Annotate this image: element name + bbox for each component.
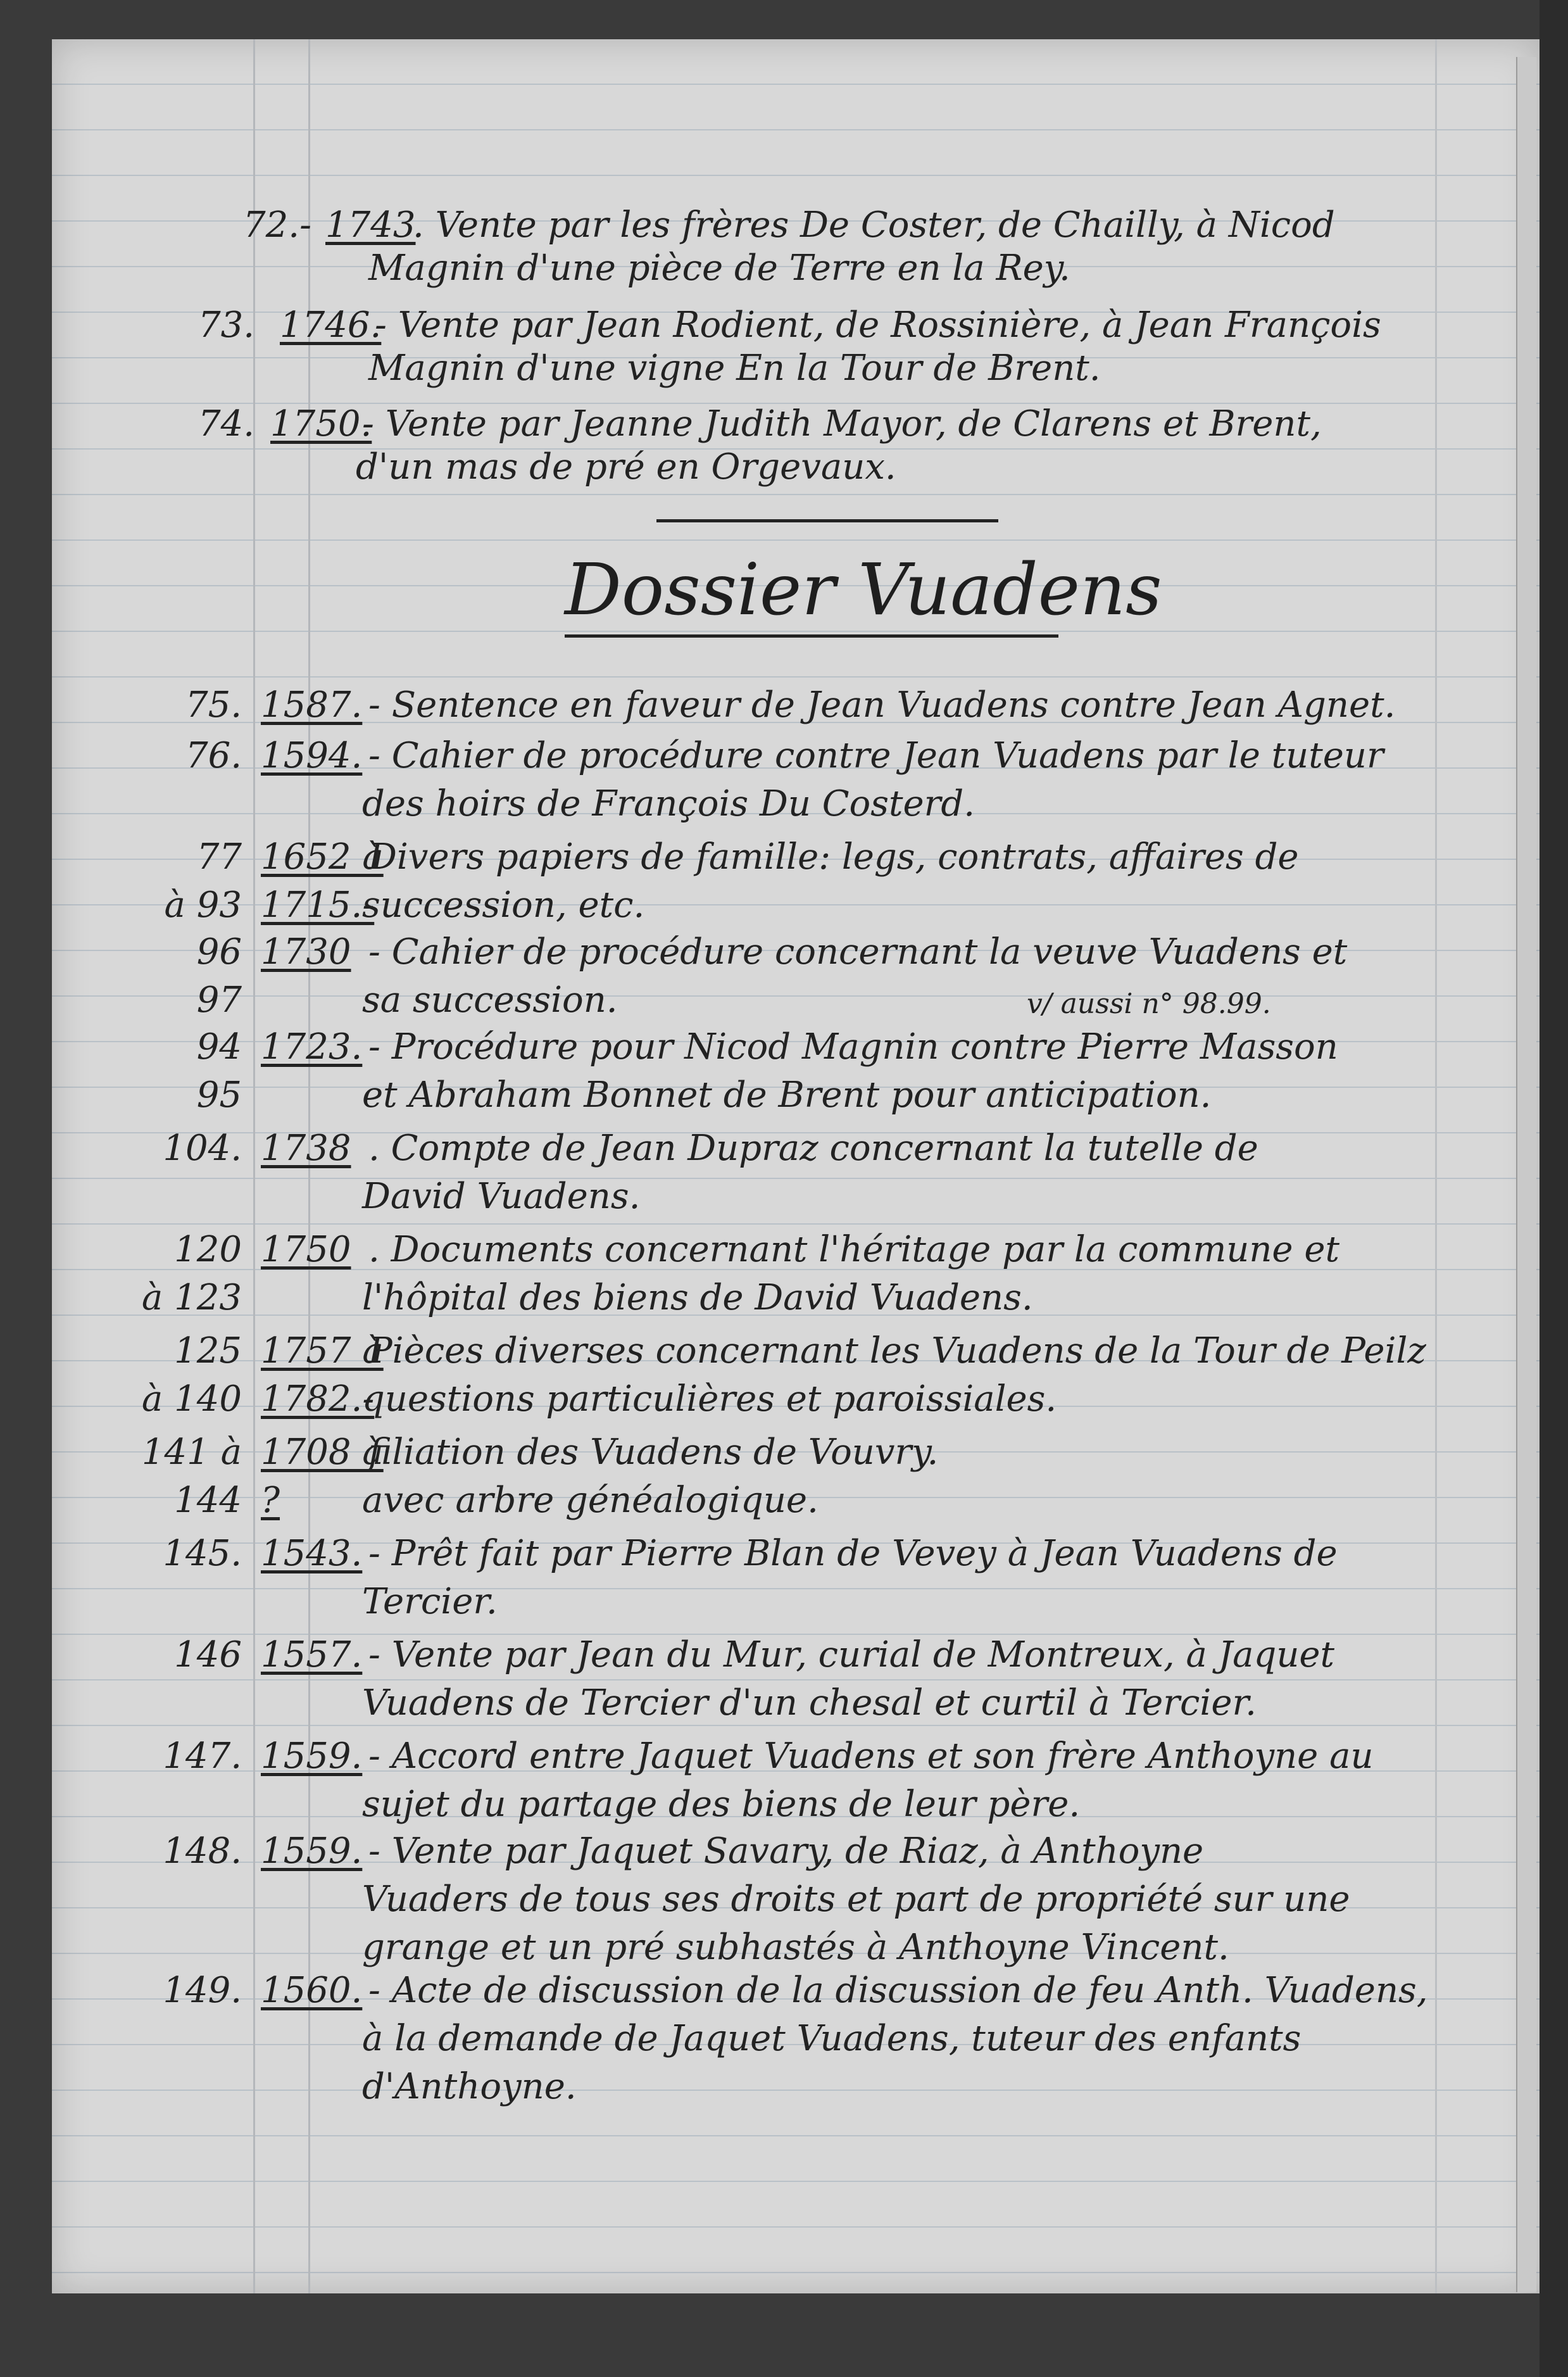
entry-number: 74. bbox=[198, 403, 254, 445]
entry-number: 148. bbox=[163, 1831, 242, 1872]
entry-number: 149. bbox=[163, 1970, 242, 2011]
entry-number: 77 bbox=[196, 836, 242, 878]
entry-text: d'Anthoyne. bbox=[362, 2066, 577, 2107]
entry-text: Vuadens de Tercier d'un chesal et curtil à Tercier. bbox=[362, 1682, 1257, 1724]
entry-text: des hoirs de François Du Costerd. bbox=[362, 783, 975, 824]
entry-text: et Abraham Bonnet de Brent pour anticipation. bbox=[362, 1075, 1212, 1116]
entry-date: 1757 à bbox=[261, 1330, 384, 1371]
entry-text: - Cahier de procédure contre Jean Vuadens par le tuteur bbox=[368, 735, 1384, 776]
section-title-underline bbox=[565, 634, 1058, 638]
margin-rule-right bbox=[1435, 39, 1437, 2293]
entry-number: à 123 bbox=[141, 1277, 242, 1318]
entry-text: - Accord entre Jaquet Vuadens et son frère Anthoyne au bbox=[368, 1736, 1374, 1777]
entry-date: 1594. bbox=[261, 735, 363, 776]
entry-number: 125 bbox=[174, 1330, 242, 1371]
entry-date: 1560. bbox=[261, 1970, 363, 2011]
entry-text: succession, etc. bbox=[362, 885, 645, 926]
entry-text: - Vente par Jeanne Judith Mayor, de Clarens et Brent, bbox=[362, 403, 1322, 445]
entry-number: 145. bbox=[163, 1533, 242, 1574]
entry-text: Magnin d'une pièce de Terre en la Rey. bbox=[368, 248, 1070, 289]
entry-date: 1543. bbox=[261, 1533, 363, 1574]
entry-number: 120 bbox=[174, 1229, 242, 1270]
entry-number: 75. bbox=[185, 684, 242, 726]
entry-number: 147. bbox=[163, 1736, 242, 1777]
entry-text: Tercier. bbox=[362, 1581, 498, 1622]
section-title: Dossier Vuadens bbox=[565, 549, 1162, 631]
entry-text: . Vente par les frères De Coster, de Chailly, à Nicod bbox=[413, 205, 1335, 246]
entry-date: 1782.- bbox=[261, 1378, 375, 1420]
entry-text: - Sentence en faveur de Jean Vuadens contre Jean Agnet. bbox=[368, 684, 1396, 726]
entry-date: 1587. bbox=[261, 684, 363, 726]
entry-text: - Vente par Jean Rodient, de Rossinière, à Jean François bbox=[375, 305, 1381, 346]
page-edge bbox=[1516, 57, 1536, 2292]
entry-text: - Procédure pour Nicod Magnin contre Pierre Masson bbox=[368, 1026, 1338, 1068]
entry-number: 72.- bbox=[243, 205, 311, 246]
entry-number: 94 bbox=[196, 1026, 242, 1068]
entry-number: 96 bbox=[196, 931, 242, 973]
scan-border bbox=[1540, 0, 1568, 2377]
entry-date: 1750 bbox=[261, 1229, 351, 1270]
entry-date: 1743 bbox=[325, 205, 416, 246]
entry-number: 144 bbox=[174, 1480, 242, 1521]
entry-text: à la demande de Jaquet Vuadens, tuteur des enfants bbox=[362, 2018, 1301, 2059]
entry-text: sa succession. bbox=[362, 980, 618, 1021]
entry-text: Vuaders de tous ses droits et part de propriété sur une bbox=[362, 1879, 1350, 1920]
entry-text: Pièces diverses concernant les Vuadens de la Tour de Peilz bbox=[368, 1330, 1426, 1371]
entry-date: 1723. bbox=[261, 1026, 363, 1068]
entry-text: - Vente par Jean du Mur, curial de Montreux, à Jaquet bbox=[368, 1634, 1335, 1675]
entry-date: 1746. bbox=[280, 305, 382, 346]
entry-date: 1708 à bbox=[261, 1432, 384, 1473]
entry-date: 1559. bbox=[261, 1831, 363, 1872]
entry-date: 1730 bbox=[261, 931, 351, 973]
entry-date: 1750. bbox=[270, 403, 372, 445]
entry-text: filiation des Vuadens de Vouvry. bbox=[368, 1432, 939, 1473]
entry-text: questions particulières et paroissiales. bbox=[362, 1378, 1057, 1420]
entry-date: 1557. bbox=[261, 1634, 363, 1675]
entry-number: 73. bbox=[198, 305, 254, 346]
entry-date: ? bbox=[261, 1480, 280, 1521]
entry-text: David Vuadens. bbox=[362, 1176, 641, 1217]
entry-text: Divers papiers de famille: legs, contrats, affaires de bbox=[368, 836, 1299, 878]
entry-number: 76. bbox=[185, 735, 242, 776]
entry-text: - Acte de discussion de la discussion de feu Anth. Vuadens, bbox=[368, 1970, 1428, 2011]
entry-date: 1559. bbox=[261, 1736, 363, 1777]
entry-number: à 93 bbox=[164, 885, 242, 926]
entry-text: grange et un pré subhastés à Anthoyne Vincent. bbox=[362, 1927, 1229, 1968]
entry-text: . Compte de Jean Dupraz concernant la tutelle de bbox=[368, 1128, 1258, 1169]
entry-text: d'un mas de pré en Orgevaux. bbox=[356, 446, 896, 488]
entry-text: - Cahier de procédure concernant la veuve Vuadens et bbox=[368, 931, 1348, 973]
entry-date: 1738 bbox=[261, 1128, 351, 1169]
entry-text: sujet du partage des biens de leur père. bbox=[362, 1784, 1081, 1825]
ledger-page bbox=[52, 39, 1540, 2293]
entry-number: à 140 bbox=[141, 1378, 242, 1420]
entry-text: Magnin d'une vigne En la Tour de Brent. bbox=[368, 348, 1101, 389]
entry-number: 97 bbox=[196, 980, 242, 1021]
section-divider bbox=[656, 519, 998, 522]
entry-date: 1652 à bbox=[261, 836, 384, 878]
entry-number: 95 bbox=[196, 1075, 242, 1116]
entry-text: avec arbre généalogique. bbox=[362, 1480, 818, 1521]
entry-text: . Documents concernant l'héritage par la commune et bbox=[368, 1229, 1340, 1270]
entry-number: 146 bbox=[174, 1634, 242, 1675]
margin-rule-left bbox=[253, 39, 255, 2293]
entry-text: - Vente par Jaquet Savary, de Riaz, à Anthoyne bbox=[368, 1831, 1204, 1872]
entry-date: 1715.- bbox=[261, 885, 375, 926]
entry-text: l'hôpital des biens de David Vuadens. bbox=[362, 1277, 1033, 1318]
entry-text: - Prêt fait par Pierre Blan de Vevey à Jean Vuadens de bbox=[368, 1533, 1338, 1574]
entry-number: 141 à bbox=[141, 1432, 242, 1473]
cross-reference-note: v/ aussi n° 98.99. bbox=[1027, 988, 1271, 1020]
entry-number: 104. bbox=[163, 1128, 242, 1169]
